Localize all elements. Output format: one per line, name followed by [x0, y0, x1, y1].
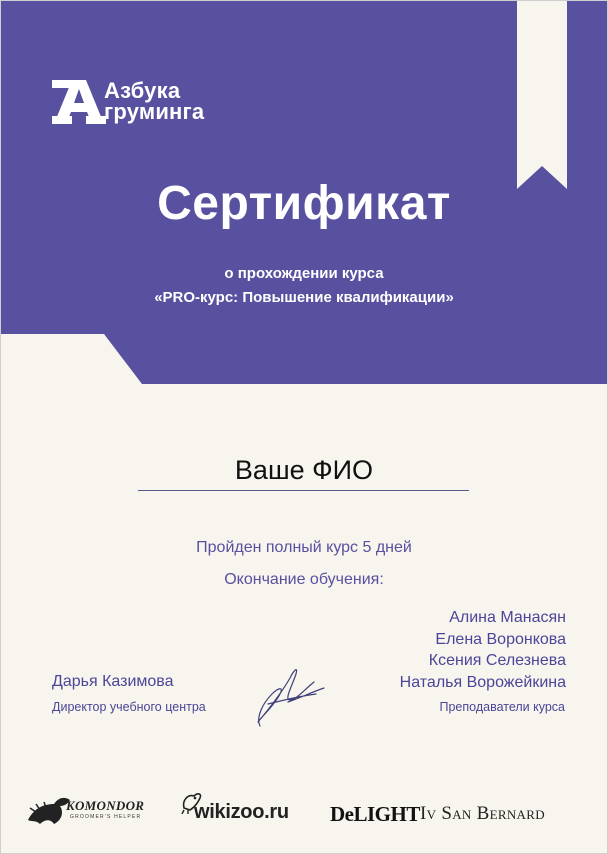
komondor-logo: KOMONDOR GROOMER'S HELPER: [24, 786, 164, 836]
director-role: Директор учебного центра: [52, 700, 206, 714]
teacher-name: Наталья Ворожейкина: [399, 673, 566, 691]
delight-logo: DeLIGHT: [330, 802, 420, 826]
logo-line-1: Азбука: [104, 78, 181, 103]
teacher-name: Ксения Селезнева: [428, 652, 566, 669]
name-underline: [138, 490, 469, 491]
certificate-title: Сертификат: [157, 177, 451, 230]
teacher-name: Елена Воронкова: [435, 630, 566, 648]
course-name: «PRO-курс: Повышение квалификации»: [154, 289, 454, 306]
teacher-name: Алина Манасян: [449, 609, 566, 626]
logo-line-2: груминга: [104, 99, 205, 124]
teachers-role: Преподаватели курса: [439, 700, 565, 714]
wikizoo-logo: wikizoo.ru: [178, 786, 313, 836]
director-name: Дарья Казимова: [52, 673, 174, 690]
logo-a-icon: [52, 76, 106, 126]
azbuka-gruminga-logo: [52, 76, 204, 126]
signature-icon: [238, 660, 328, 730]
teachers-list: [400, 607, 566, 693]
bookmark-ribbon: [517, 0, 567, 189]
recipient-name[interactable]: Ваше ФИО: [234, 455, 374, 485]
subtitle-line-1: о прохождении курса: [224, 265, 384, 282]
course-completed-text: Пройден полный курс 5 дней: [196, 539, 412, 556]
end-date-label: Окончание обучения:: [224, 571, 384, 588]
iv-san-bernard-logo: Iv San Bernard: [420, 803, 545, 824]
course-details: [0, 532, 608, 596]
certificate-subtitle: [0, 262, 608, 310]
partners-logos: [24, 786, 584, 836]
